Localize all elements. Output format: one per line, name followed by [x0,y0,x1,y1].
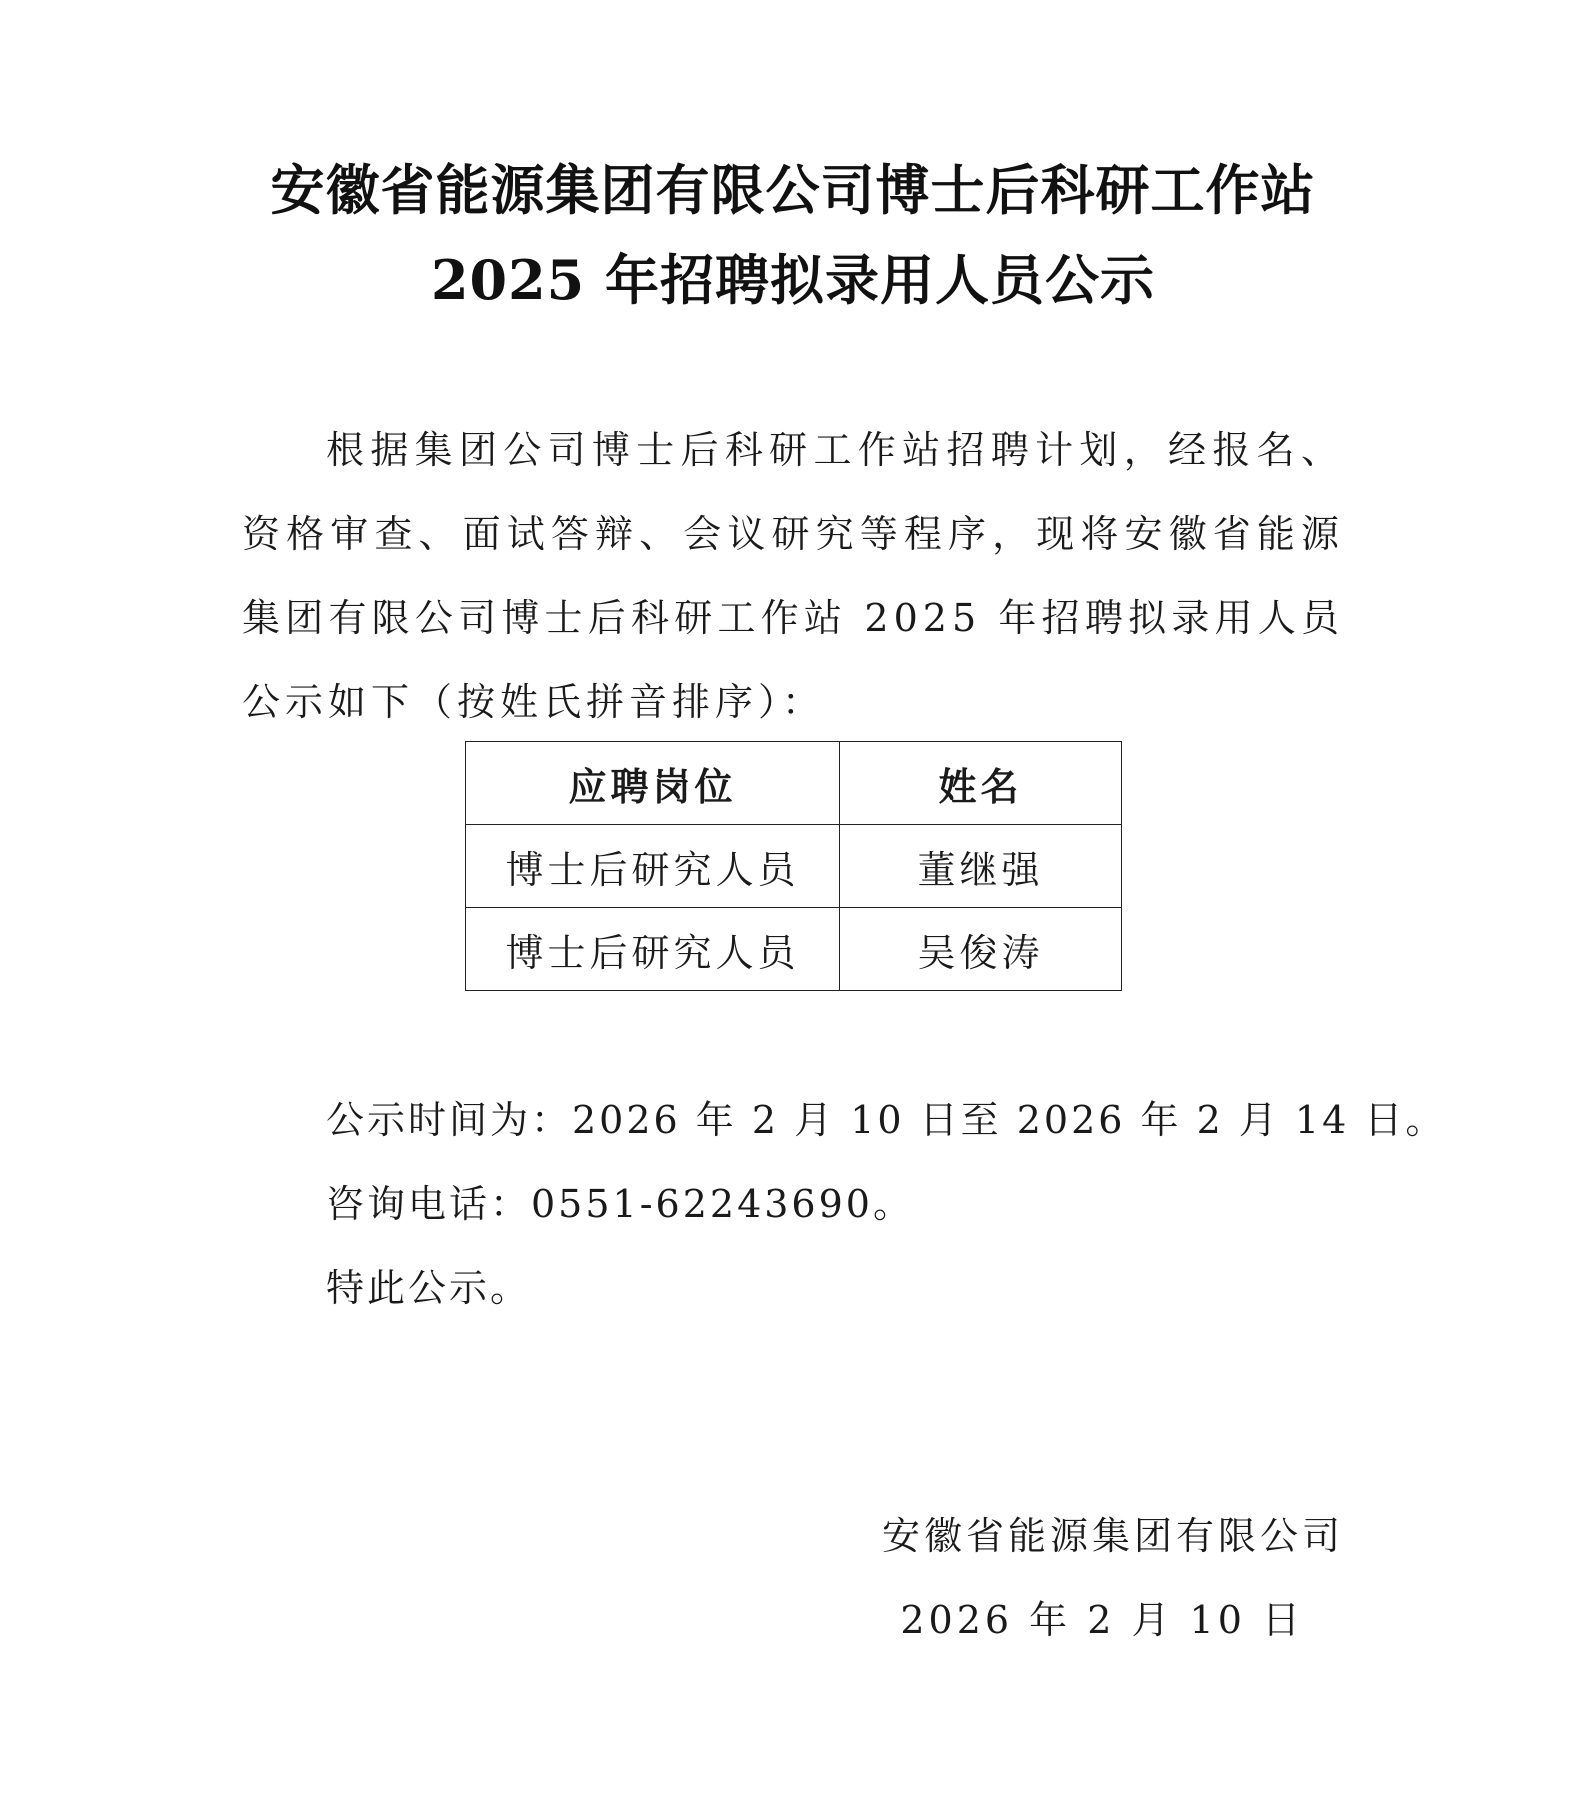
header-position: 应聘岗位 [466,742,840,825]
signature-organization: 安徽省能源集团有限公司 [881,1514,1344,1558]
header-name: 姓名 [840,742,1122,825]
table-header-row [466,742,1122,825]
contact-phone: 咨询电话：0551-62243690。 [326,1182,914,1226]
notice-period: 公示时间为：2026 年 2 月 10 日至 2026 年 2 月 14 日。 [326,1098,1447,1142]
cell-position: 博士后研究人员 [466,825,840,908]
cell-position: 博士后研究人员 [466,908,840,991]
candidate-table [465,741,1122,991]
table-row [466,908,1122,991]
closing-statement: 特此公示。 [326,1266,532,1310]
document-title-line-1: 安徽省能源集团有限公司博士后科研工作站 [270,158,1316,222]
signature-date: 2026 年 2 月 10 日 [900,1598,1304,1642]
document-title-line-2: 2025 年招聘拟录用人员公示 [430,248,1156,312]
table-row [466,825,1122,908]
cell-name: 吴俊涛 [840,908,1122,991]
body-paragraph: 根据集团公司博士后科研工作站招聘计划，经报名、资格审查、面试答辩、会议研究等程序，现将安徽省能源集团有限公司博士后科研工作站 2025 年招聘拟录用人员公示如下（按姓氏拼音排序）： [242,428,1344,724]
cell-name: 董继强 [840,825,1122,908]
